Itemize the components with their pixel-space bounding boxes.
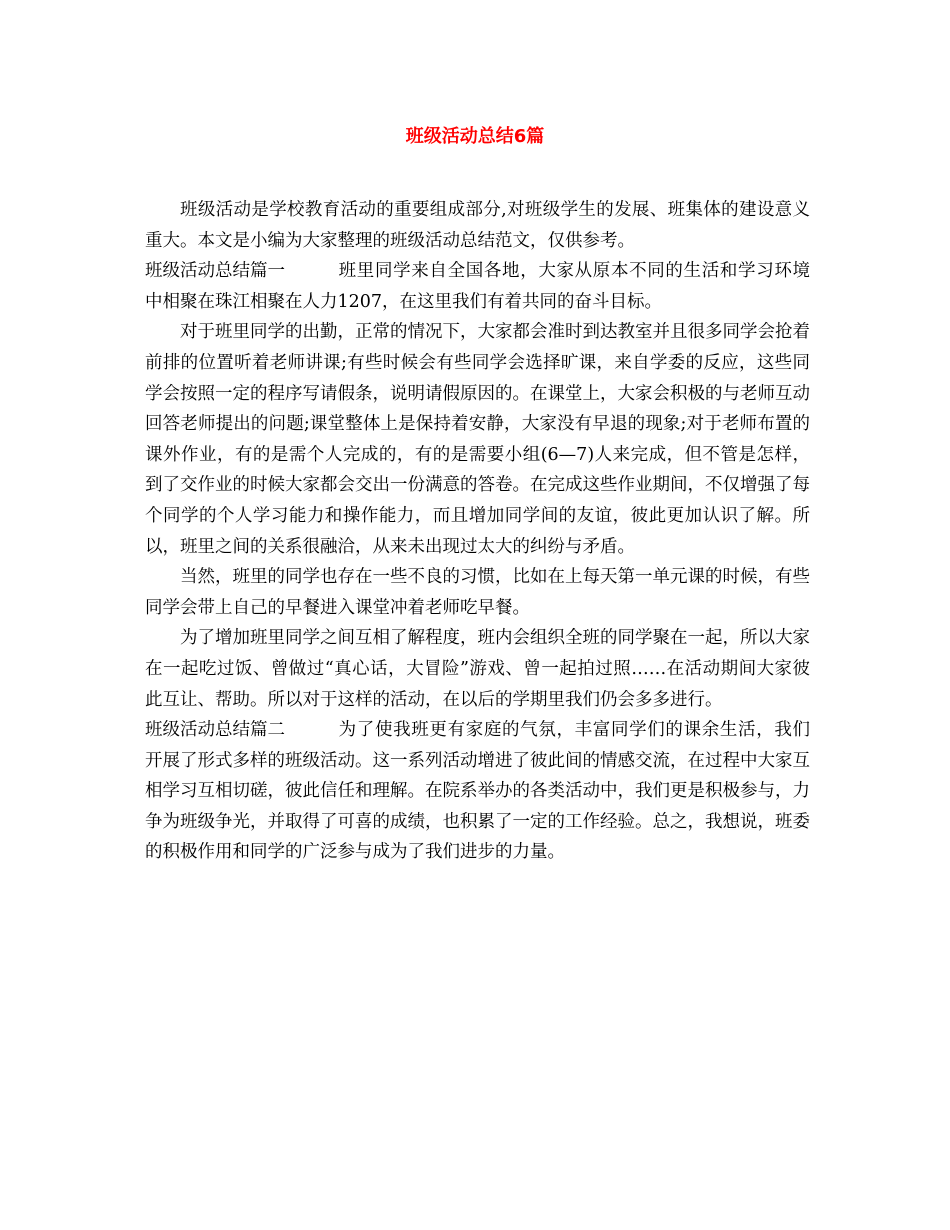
habits-paragraph: 当然，班里的同学也存在一些不良的习惯，比如在上每天第一单元课的时候，有些同学会带上自己的早餐进入课堂冲着老师吃早餐。 <box>145 567 810 618</box>
intro-paragraph: 班级活动是学校教育活动的重要组成部分,对班级学生的发展、班集体的建设意义重大。本文是小编为大家整理的班级活动总结范文，仅供参考。 <box>145 200 810 251</box>
section-one-lead-paragraph <box>145 256 810 317</box>
section-two-heading: 班级活动总结篇二 <box>145 720 285 741</box>
attendance-paragraph: 对于班里同学的出勤，正常的情况下，大家都会准时到达教室并且很多同学会抢着前排的位置听着老师讲课;有些时候会有些同学会选择旷课，来自学委的反应，这些同学会按照一定的程序写请假条，说明请假原因的。在课堂上，大家会积极的与老师互动回答老师提出的问题;课堂整体上是保持着安静，大家没有早退的现象;对于老师布置的课外作业，有的是需个人完成的，有的是需要小组(6—7)人来完成，但不管是怎样，到了交作业的时候大家都会交出一份满意的答卷。在完成这些作业期间，不仅增强了每个同学的个人学习能力和操作能力，而且增加同学间的友谊，彼此更加认识了解。所以，班里之间的关系很融洽，从来未出现过太大的纠纷与矛盾。 <box>145 322 810 557</box>
section-one-lead-text: 班里同学来自全国各地，大家从原本不同的生活和学习环境中相聚在珠江相聚在人力1207，在这里我们有着共同的奋斗目标。 <box>145 261 810 312</box>
document-title: 班级活动总结6篇 <box>405 126 545 147</box>
section-two-lead-paragraph <box>145 715 810 868</box>
activities-paragraph: 为了增加班里同学之间互相了解程度，班内会组织全班的同学聚在一起，所以大家在一起吃过饭、曾做过“真心话，大冒险”游戏、曾一起拍过照……在活动期间大家彼此互让、帮助。所以对于这样的活动，在以后的学期里我们仍会多多进行。 <box>145 628 810 710</box>
section-one-heading: 班级活动总结篇一 <box>145 261 285 282</box>
section-two-lead-text: 为了使我班更有家庭的气氛，丰富同学们的课余生活，我们开展了形式多样的班级活动。这一系列活动增进了彼此间的情感交流，在过程中大家互相学习互相切磋，彼此信任和理解。在院系举办的各类活动中，我们更是积极参与，力争为班级争光，并取得了可喜的成绩，也积累了一定的工作经验。总之，我想说，班委的积极作用和同学的广泛参与成为了我们进步的力量。 <box>145 720 810 863</box>
document-body <box>145 195 810 868</box>
